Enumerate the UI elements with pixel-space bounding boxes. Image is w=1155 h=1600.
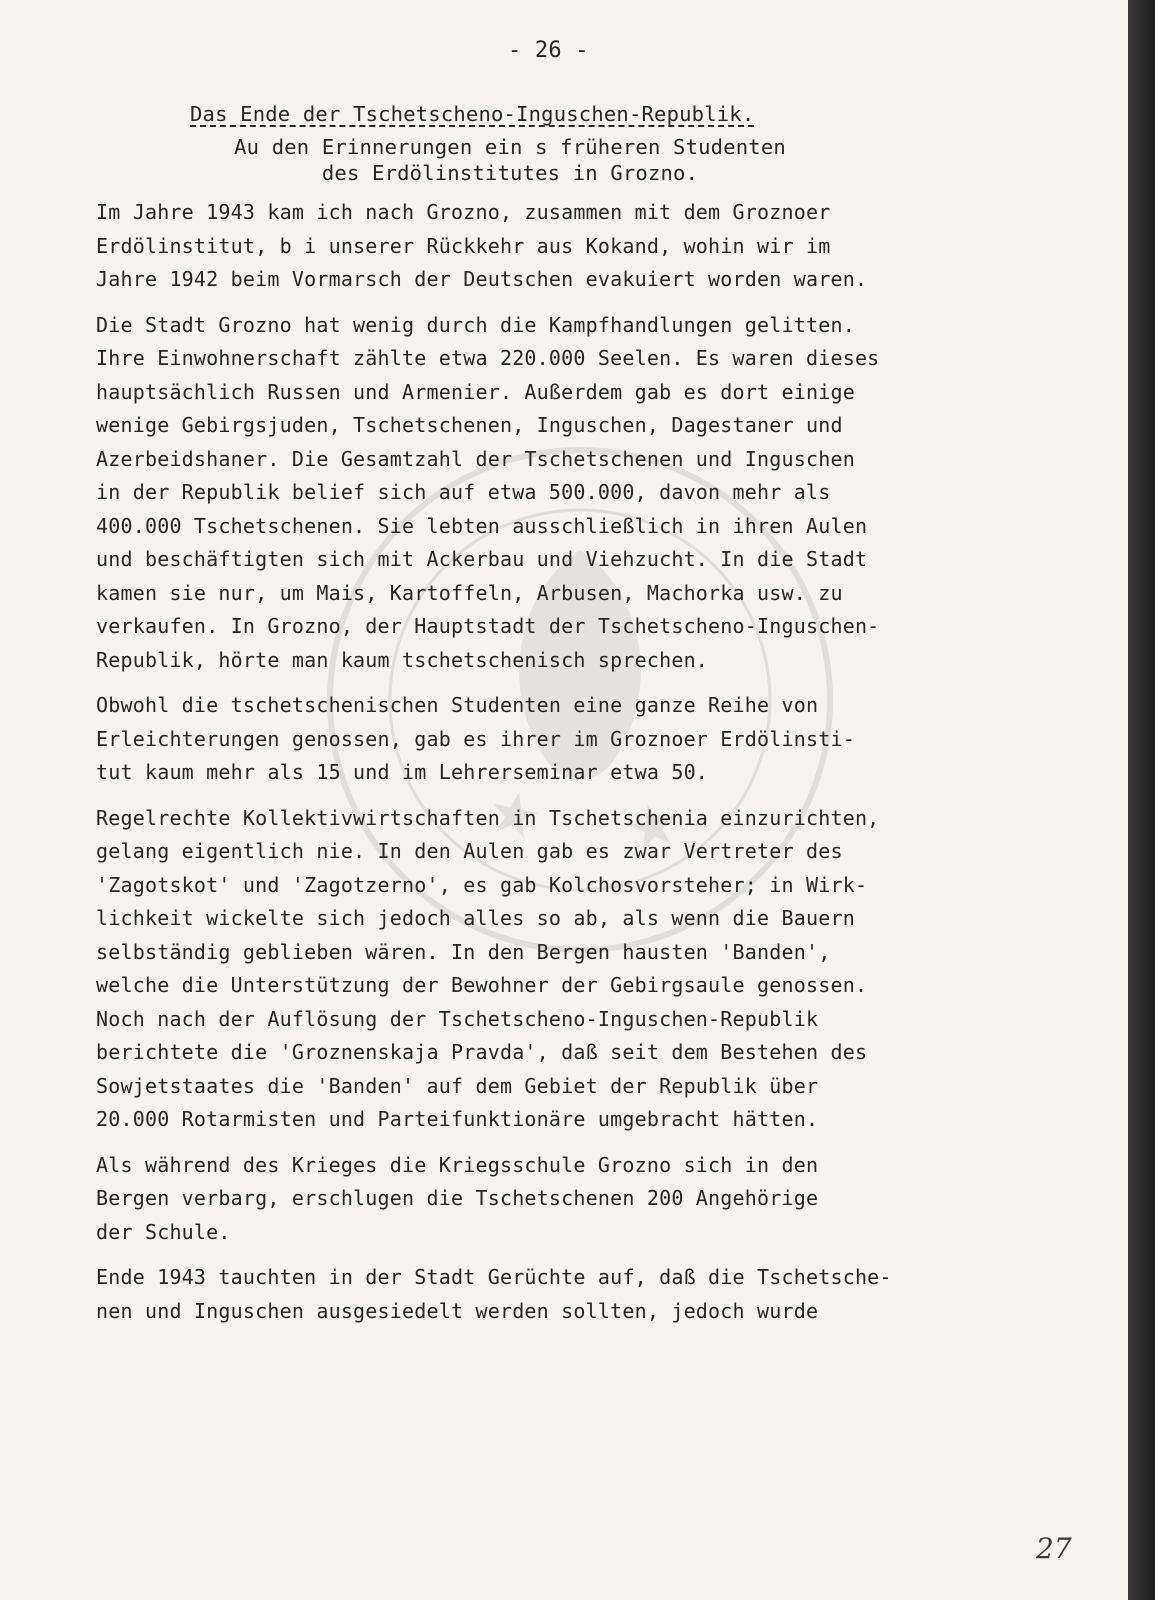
text-line: Sowjetstaates die 'Banden' auf dem Gebiet der Republik über [96,1073,819,1098]
text-line: berichtete die 'Groznenskaja Pravda', daß seit dem Bestehen des [96,1040,868,1064]
paragraph [96,689,976,790]
text-line: Bergen verbarg, erschlugen die Tschetschenen 200 Angehörige [96,1186,819,1210]
text-line: Ende 1943 tauchten in der Stadt Gerüchte auf, daß die Tschetsche- [96,1265,892,1289]
text-line: in der Republik belief sich auf etwa 500.000, davon mehr als [96,480,831,504]
page-number: - 26 - [508,38,589,63]
text-line: hauptsächlich Russen und Armenier. Außerdem gab es dort einige [96,379,855,404]
text-line: kamen sie nur, um Mais, Kartoffeln, Arbusen, Machorka usw. zu [96,580,843,605]
text-line: und beschäftigten sich mit Ackerbau und Viehzucht. In die Stadt [96,547,868,571]
text-line: Republik, hörte man kaum tschetschenisch sprechen. [96,647,709,672]
text-line: nen und Inguschen ausgesiedelt werden sollten, jedoch wurde [96,1298,819,1323]
text-line: Regelrechte Kollektivwirtschaften in Tschetschenia einzurichten, [96,805,880,830]
text-line: tut kaum mehr als 15 und im Lehrerseminar etwa 50. [96,760,709,784]
text-line: Jahre 1942 beim Vormarsch der Deutschen evakuiert worden waren. [96,267,868,291]
text-line: Erdölinstitut, b i unserer Rückkehr aus Kokand, wohin wir im [96,233,831,258]
subtitle-line: Au den Erinnerungen ein s früheren Studenten [234,135,786,159]
subtitle-line: des Erdölinstitutes in Grozno. [321,161,699,185]
text-line: wenige Gebirgsjuden, Tschetschenen, Inguschen, Dagestaner und [96,413,843,437]
text-line: 400.000 Tschetschenen. Sie lebten ausschließlich in ihren Aulen [96,513,868,538]
text-line: Azerbeidshaner. Die Gesamtzahl der Tschetschenen und Inguschen [96,446,855,471]
text-line: Noch nach der Auflösung der Tschetscheno-Inguschen-Republik [96,1006,819,1031]
text-line: Obwohl die tschetschenischen Studenten eine ganze Reihe von [96,693,819,717]
paragraph [96,1261,976,1328]
document-subtitle [190,134,830,186]
paragraph [96,309,976,678]
svg-text:★: ★ [469,774,558,857]
svg-text:★: ★ [609,786,698,869]
text-line: lichkeit wickelte sich jedoch alles so ab, als wenn die Bauern [96,906,855,930]
text-line: selbständig geblieben wären. In den Bergen hausten 'Banden', [96,939,831,964]
paragraph [96,196,976,297]
text-line: 'Zagotskot' und 'Zagotzerno', es gab Kolchosvorsteher; in Wirk- [96,872,868,897]
document-body [96,196,976,1340]
text-line: welche die Unterstützung der Bewohner der Gebirgsaule genossen. [96,973,868,997]
text-line: Als während des Krieges die Kriegsschule Grozno sich in den [96,1152,819,1177]
text-line: Erleichterungen genossen, gab es ihrer im Groznoer Erdölinsti- [96,726,855,751]
text-line: 20.000 Rotarmisten und Parteifunktionäre umgebracht hätten. [96,1107,819,1131]
paragraph [96,1149,976,1250]
text-line: Die Stadt Grozno hat wenig durch die Kampfhandlungen gelitten. [96,312,855,337]
text-line: Ihre Einwohnerschaft zählte etwa 220.000 Seelen. Es waren dieses [96,346,880,370]
paragraph [96,802,976,1137]
scan-background-edge [1128,0,1155,1600]
text-line: der Schule. [96,1219,231,1244]
text-line: gelang eigentlich nie. In den Aulen gab es zwar Vertreter des [96,839,843,863]
handwritten-page-number: 27 [1036,1532,1072,1565]
text-line: verkaufen. In Grozno, der Hauptstadt der Tschetscheno-Inguschen- [96,614,880,638]
document-heading: Das Ende der Tschetscheno-Inguschen-Republik. [190,102,755,126]
text-line: Im Jahre 1943 kam ich nach Grozno, zusammen mit dem Groznoer [96,200,831,224]
